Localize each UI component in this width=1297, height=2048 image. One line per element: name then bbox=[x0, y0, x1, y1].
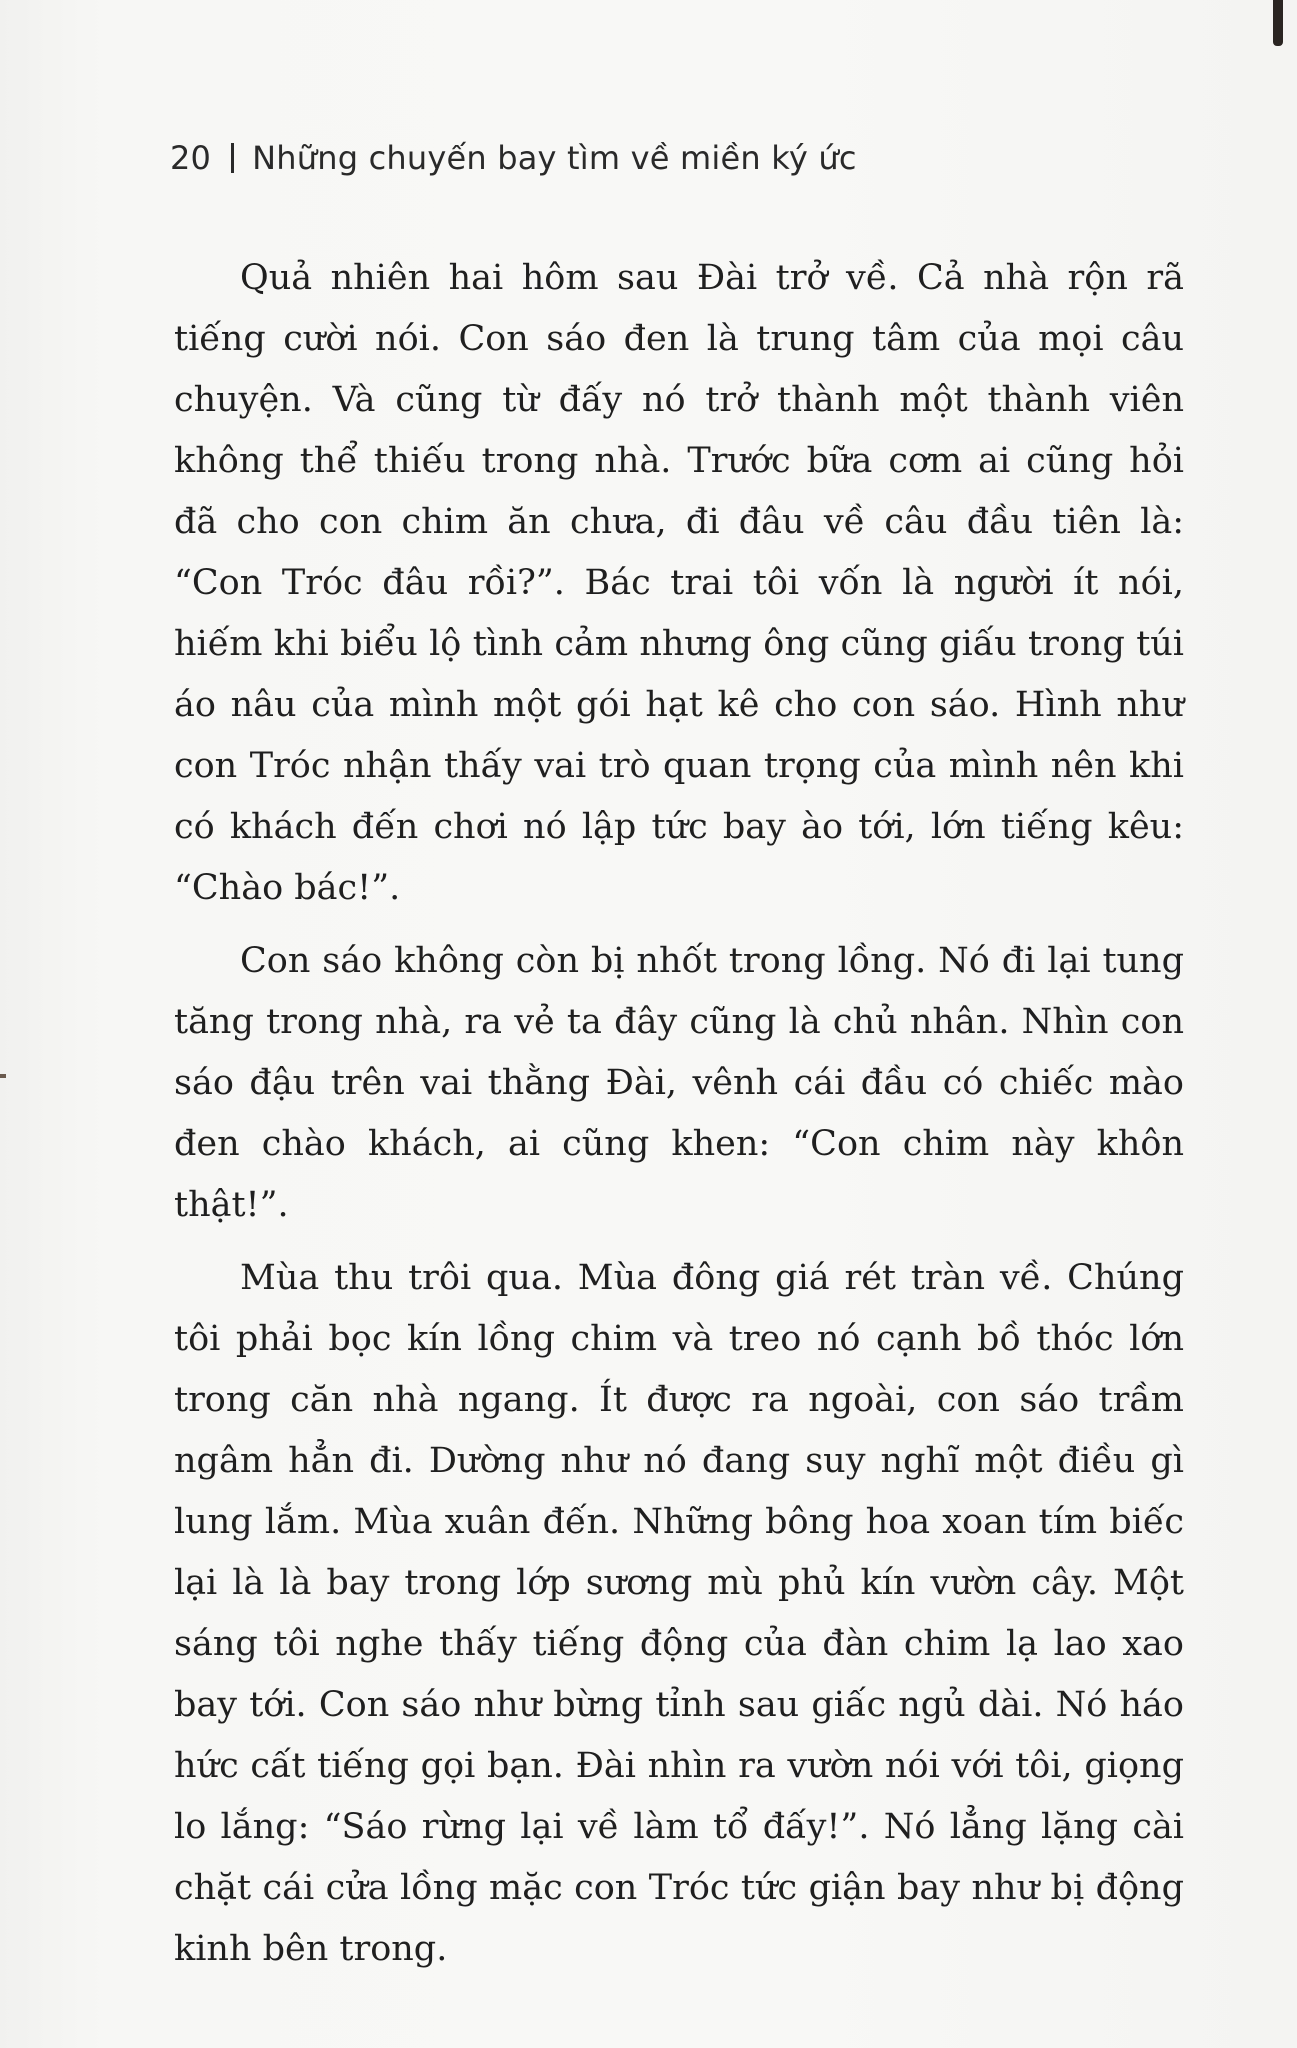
header-separator bbox=[231, 143, 234, 173]
page-number: 20 bbox=[170, 139, 212, 177]
paragraph-2: Con sáo không còn bị nhốt trong lồng. Nó đi lại tung tăng trong nhà, ra vẻ ta đây cũng là chủ nhân. Nhìn con sáo đậu trên vai thằng Đài, vênh cái đầu có chiếc mào đen chào khách, ai cũng khen: “Con chim này khôn thật!”. bbox=[174, 941, 1184, 1225]
paragraph-1: Quả nhiên hai hôm sau Đài trở về. Cả nhà rộn rã tiếng cười nói. Con sáo đen là trung tâm của mọi câu chuyện. Và cũng từ đấy nó trở thành một thành viên không thể thiếu trong nhà. Trước bữa cơm ai cũng hỏi đã cho con chim ăn chưa, đi đâu về câu đầu tiên là: “Con Tróc đâu rồi?”. Bác trai tôi vốn là người ít nói, hiếm khi biểu lộ tình cảm nhưng ông cũng giấu trong túi áo nâu của mình một gói hạt kê cho con sáo. Hình như con Tróc nhận thấy vai trò quan trọng của mình nên khi có khách đến chơi nó lập tức bay ào tới, lớn tiếng kêu: “Chào bác!”. bbox=[174, 258, 1184, 908]
page-edge-mark bbox=[1273, 0, 1283, 46]
body-text bbox=[174, 248, 1184, 1992]
paragraph-3: Mùa thu trôi qua. Mùa đông giá rét tràn về. Chúng tôi phải bọc kín lồng chim và treo nó cạnh bồ thóc lớn trong căn nhà ngang. Ít được ra ngoài, con sáo trầm ngâm hẳn đi. Dường như nó đang suy nghĩ một điều gì lung lắm. Mùa xuân đến. Những bông hoa xoan tím biếc lại là là bay trong lớp sương mù phủ kín vườn cây. Một sáng tôi nghe thấy tiếng động của đàn chim lạ lao xao bay tới. Con sáo như bừng tỉnh sau giấc ngủ dài. Nó háo hức cất tiếng gọi bạn. Đài nhìn ra vườn nói với tôi, giọng lo lắng: “Sáo rừng lại về làm tổ đấy!”. Nó lẳng lặng cài chặt cái cửa lồng mặc con Tróc tức giận bay như bị động kinh bên trong. bbox=[174, 1258, 1184, 1969]
book-title: Những chuyến bay tìm về miền ký ức bbox=[252, 139, 857, 177]
running-header bbox=[170, 128, 857, 188]
margin-tick bbox=[0, 1074, 6, 1078]
